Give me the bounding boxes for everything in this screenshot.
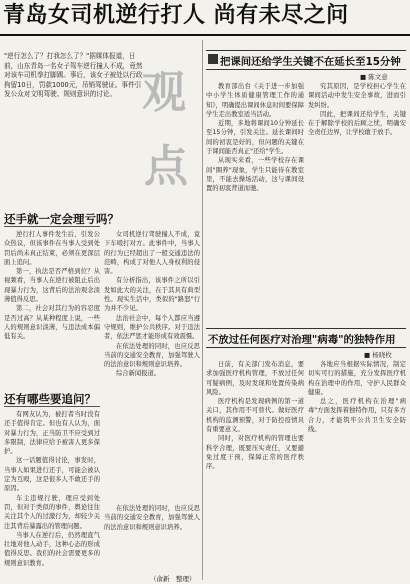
feature-1-header <box>206 50 406 70</box>
left-column-b <box>4 410 100 580</box>
left-a-paragraph: 第一，执法是否严格到位？从视频看，当事人在逆行被阻止后出现暴力行为，这背后的法治观念淡薄值得反思。 <box>4 268 100 304</box>
opinion-label-char-1: 观 <box>142 67 186 118</box>
feature-2-header <box>206 328 406 348</box>
mid-paragraph: 法治社会中，每个人都应当遵守规则，维护公共秩序。对于违法者，依法严惩才能形成有效震慑。 <box>104 314 200 341</box>
sub-heading-1-rule <box>4 226 100 227</box>
left-c-paragraph: 车主违规行驶，理应受到处罚，但对于类似的事件，舆论往往关注其个人的过激行为，却较少关注其背后暴露出的管理问题。 <box>4 494 100 530</box>
mid-paragraph: 有分析指出，该事件之所以引发如此大的关注，在于其具有典型性。现实生活中，类似的"路怒"行为并不少见。 <box>104 277 200 313</box>
feature-1-byline: ■ 陈文意 <box>360 73 388 81</box>
left-b-paragraph: 有网友认为，被打者当时没有还手值得肯定。但也有人认为，面对暴力行为，正当防卫不应受到过多限制，法律应给予被害人更多保护。 <box>4 411 100 456</box>
feature-2-paragraph: 日前，有关部门发布消息，要求加强医疗机构管理，不放过任何可疑病例，及时发现和处置传染病风险。 <box>206 361 304 396</box>
feature-1-column-left <box>206 82 304 322</box>
feature-2-title: 不放过任何医疗对治理"病毒"的独特作用 <box>208 334 396 346</box>
left-a-paragraph: 逆行打人事件发生后，引发公众热议，但该事件在当事人受到处罚后尚未真正结束，必须在更深层面上追问。 <box>4 231 100 266</box>
mid-paragraph: 女司机逆行驾驶撞人不成，竟下车殴打对方。此事件中，当事人的行为已经超出了一般交通违法的范畴，构成了对他人人身权利的侵害。 <box>104 231 200 276</box>
feature-2-paragraph: 总之，医疗机构在治理"病毒"方面发挥着独特作用，只有多方合力，才能筑牢公共卫生安全防线。 <box>308 398 406 434</box>
mid-lower-paragraph: 在依法处理的同时，也应反思当前的交通安全教育，加强驾驶人的法治意识和规则意识培养。 <box>104 505 200 531</box>
sub-heading-2-rule <box>4 406 100 407</box>
opinion-label-char-2: 点 <box>144 141 188 192</box>
middle-column-lower <box>104 504 200 572</box>
feature-2-column-left <box>206 360 304 580</box>
sub-heading-1: 还手就一定会理亏吗？ <box>4 212 119 226</box>
feature-1-paragraph: 从现实来看，一些学校存在课间"圈养"现象，学生只能待在教室里，不能去操场活动，这与课间设置的初衷背道而驰。 <box>206 157 304 193</box>
headline: 青岛女司机逆行打人 尚有未尽之问 <box>3 3 349 28</box>
left-column-a <box>4 230 100 390</box>
feature-2-paragraph: 医疗机构是发现病例的第一道关口，其作用不可替代。做好医疗机构的监测预警，对于防控疫情具有重要意义。 <box>206 398 304 434</box>
lead-text: "逆行怎么了？打我怎么了？"据媒体报道，日前，山东青岛一名女子驾车逆行撞人不成，竟然对该车司机拳打脚踢。事后，该女子被处以行政拘留10日，罚款1000元，吊销驾驶证。事件引发公众对文明驾驶、规则意识的讨论。 <box>4 52 143 99</box>
feature-1-paragraph: 教育部出台《关于进一步加强中小学生体质健康管理工作的通知》，明确提出课间休息时间要保障学生走出教室适当活动。 <box>206 83 304 118</box>
middle-column <box>104 230 200 500</box>
mid-paragraph: 综合新闻报道。 <box>116 370 161 378</box>
left-b-paragraph: 这一话题值得讨论，事发时，当事人如果进行还手，可能会被认定为互殴，这是很多人不敢还手的原因。 <box>4 457 100 493</box>
lead-paragraph <box>4 52 144 100</box>
feature-2-paragraph: 同时，对医疗机构的管理也要科学合理，既要压实责任，又要避免过度干预，保障正常的医疗秩序。 <box>206 435 304 471</box>
left-c-paragraph: 当事人在逆行后，仍然理直气壮地对他人动手，这种心态的形成值得反思。我们的社会需要更多的规则意识教育。 <box>4 531 100 567</box>
headline-rule <box>0 34 410 36</box>
feature-2-paragraph: 各地应当根据实际情况，制定切实可行的措施，充分发挥医疗机构在治理中的作用，守护人民群众健康。 <box>308 361 406 396</box>
feature-1-title: 把课间还给学生关键不在延长至15分钟 <box>220 56 401 68</box>
sub-heading-2: 还有哪些要追问？ <box>4 392 96 406</box>
feature-2-column-right <box>308 360 406 580</box>
feature-1-column-right <box>308 82 406 322</box>
feature-2-byline: ■ 杨晓枚 <box>364 351 392 359</box>
feature-1-marker-icon <box>208 54 218 64</box>
feature-1-paragraph: 近期，多地将课间10分钟延长至15分钟，引发关注。延长课间时间的初衷是好的，但问题的关键在于课间能否真正"还给"学生。 <box>206 120 304 156</box>
editor-credit: （俞新 整理） <box>150 575 196 583</box>
left-a-paragraph: 第二，社会对其行为的容忍度是否过高？从某种程度上说，一些人的规则意识淡薄，与违法成本偏低有关。 <box>4 305 100 341</box>
mid-paragraph: 在依法处理的同时，也应反思当前的交通安全教育，加强驾驶人的法治意识和规则意识培养。 <box>104 342 200 369</box>
feature-1-paragraph: 究其原因，是学校担心学生在课间活动中发生安全事故，进而引发纠纷。 <box>308 83 406 109</box>
column-divider <box>202 40 203 580</box>
feature-1-paragraph: 因此，把课间还给学生，关键在于解除学校的后顾之忧，明确安全责任边界，让学校敢于放手。 <box>308 110 406 137</box>
opinion-label <box>138 42 194 202</box>
